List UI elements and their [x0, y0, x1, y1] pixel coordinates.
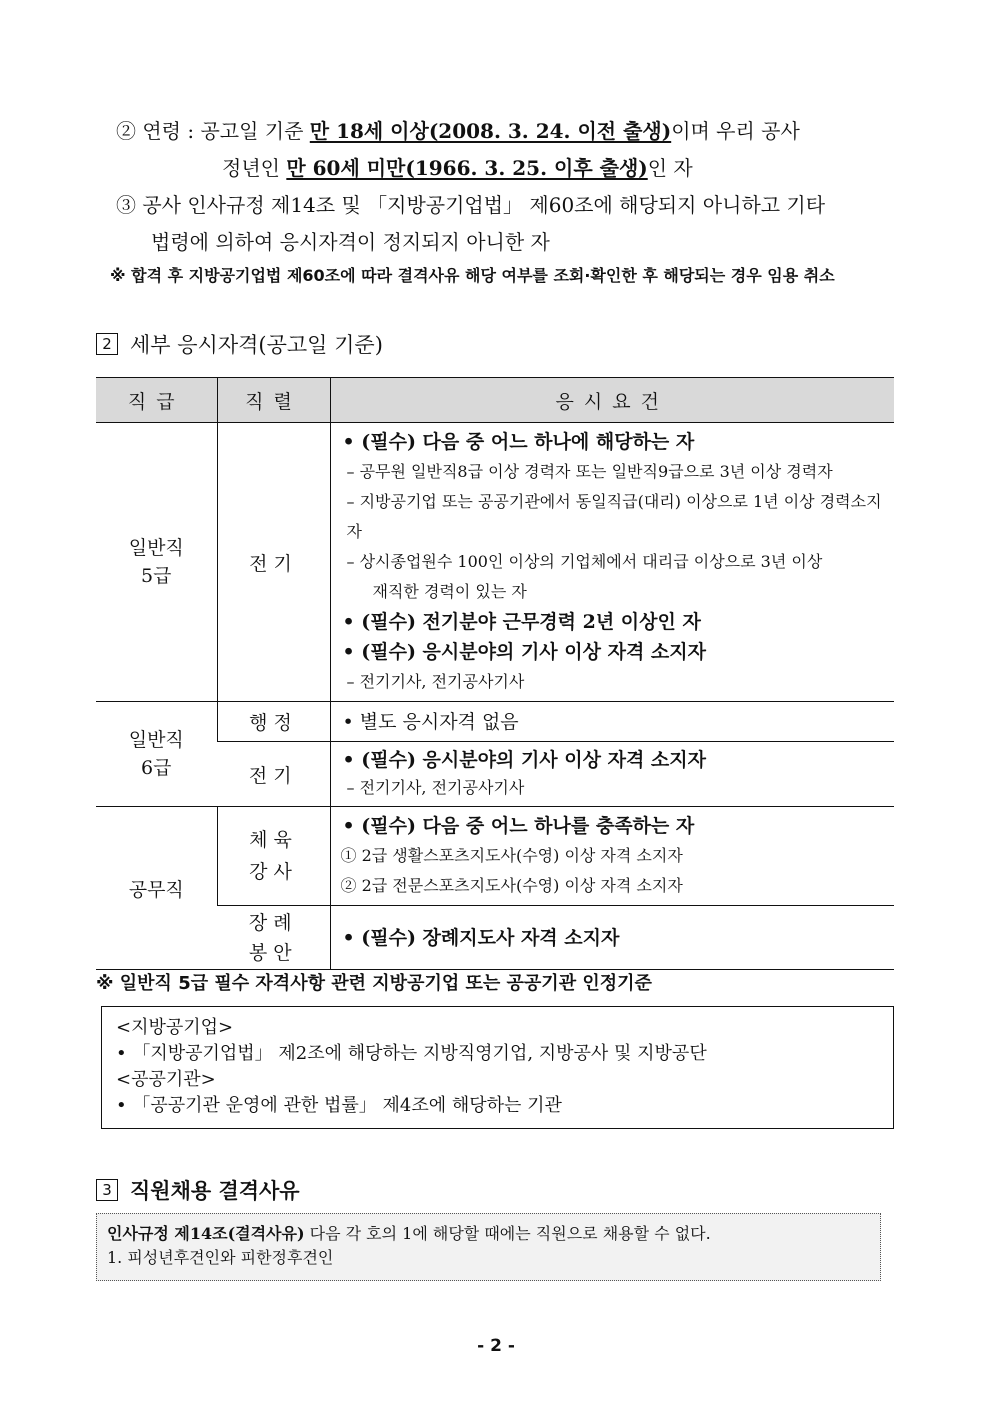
- disqualification-item: 1. 피성년후견인와 피한정후견인: [107, 1248, 334, 1267]
- requirement: • (필수) 응시분야의 기사 이상 자격 소지자: [342, 641, 706, 663]
- section-3-heading: [96, 1175, 300, 1205]
- criteria-heading: <지방공기업>: [116, 1017, 234, 1038]
- requirement-detail: – 전기기사, 전기공사기사: [346, 672, 525, 691]
- law-line1: 공사 인사규정 제14조 및 「지방공기업법」 제60조에 해당되지 아니하고 기타: [142, 193, 826, 217]
- regulation-reference: 인사규정 제14조(결격사유): [107, 1224, 305, 1243]
- section-number: 3: [96, 1179, 118, 1201]
- disqualification-notice: ※ 합격 후 지방공기업법 제60조에 따라 결격사유 해당 여부를 조회·확인한 후 해당되는 경우 임용 취소: [110, 266, 835, 285]
- series-cell: 행정: [217, 702, 330, 742]
- age-line2-prefix: 정년인: [222, 156, 287, 180]
- requirement-detail: – 상시종업원수 100인 이상의 기업체에서 대리급 이상으로 3년 이상: [346, 552, 823, 571]
- requirement: • (필수) 다음 중 어느 하나에 해당하는 자: [342, 431, 695, 453]
- grade-level: 6급: [141, 757, 172, 779]
- requirement: • 별도 응시자격 없음: [342, 710, 519, 733]
- age-line2-suffix: 인 자: [647, 156, 693, 180]
- series-cell: [217, 906, 330, 970]
- header-series: 직렬: [217, 378, 330, 423]
- age-maximum: 만 60세 미만(1966. 3. 25. 이후 출생): [286, 156, 648, 180]
- requirement: • (필수) 전기분야 근무경력 2년 이상인 자: [342, 611, 701, 633]
- requirement-detail: 재직한 경력이 있는 자: [372, 582, 527, 601]
- law-requirement-line2: 법령에 의하여 응시자격이 정지되지 아니한 자: [151, 230, 550, 254]
- age-minimum: 만 18세 이상(2008. 3. 24. 이전 출생): [309, 119, 672, 143]
- requirements-cell: [330, 906, 894, 970]
- law-requirement: [116, 189, 825, 218]
- series-cell: 전기: [217, 742, 330, 807]
- criteria-title: ※ 일반직 5급 필수 자격사항 관련 지방공기업 또는 공공기관 인정기준: [96, 973, 652, 994]
- requirement-detail: – 전기기사, 전기공사기사: [346, 778, 525, 797]
- grade-level: 5급: [141, 565, 172, 587]
- item-number: ②: [116, 119, 136, 143]
- grade-label: 일반직: [128, 729, 184, 751]
- requirement: • (필수) 다음 중 어느 하나를 충족하는 자: [342, 815, 695, 837]
- header-grade: 직급: [96, 378, 217, 423]
- series-line: 강사: [249, 861, 298, 883]
- section-title: 직원채용 결격사유: [130, 1178, 300, 1203]
- table-header-row: [96, 378, 894, 423]
- requirements-table: [96, 377, 894, 970]
- grade-cell: [96, 423, 217, 702]
- age-requirement: [116, 115, 800, 144]
- age-prefix: 연령 : 공고일 기준: [142, 119, 310, 143]
- disqualification-lead: [107, 1222, 870, 1246]
- requirements-cell: [330, 742, 894, 807]
- requirements-cell: [330, 423, 894, 702]
- table-row: [96, 807, 894, 906]
- grade-cell: [96, 702, 217, 807]
- requirement-detail: ① 2급 생활스포츠지도사(수영) 이상 자격 소지자: [340, 846, 683, 865]
- regulation-text: 다음 각 호의 1에 해당할 때에는 직원으로 채용할 수 없다.: [304, 1224, 711, 1243]
- age-requirement-line2: [222, 152, 693, 181]
- criteria-item: • 「지방공기업법」 제2조에 해당하는 지방직영기업, 지방공사 및 지방공단: [116, 1043, 707, 1064]
- item-number: ③: [116, 193, 136, 217]
- requirement-detail: – 지방공기업 또는 공공기관에서 동일직급(대리) 이상으로 1년 이상 경력소지자: [346, 492, 882, 541]
- series-line: 봉안: [248, 941, 298, 964]
- table-row: [96, 423, 894, 702]
- page-number: - 2 -: [477, 1336, 515, 1356]
- criteria-item: • 「공공기관 운영에 관한 법률」 제4조에 해당하는 기관: [116, 1095, 562, 1116]
- grade-cell: 공무직: [96, 807, 217, 970]
- section-2-heading: [96, 329, 383, 359]
- section-number: 2: [96, 333, 118, 355]
- age-mid: 이며 우리 공사: [671, 119, 800, 143]
- requirement-detail: – 공무원 일반직8급 이상 경력자 또는 일반직9급으로 3년 이상 경력자: [346, 462, 833, 481]
- criteria-heading: <공공기관>: [116, 1069, 216, 1090]
- requirement: • (필수) 장례지도사 자격 소지자: [342, 926, 620, 949]
- requirements-cell: [330, 702, 894, 742]
- requirements-cell: [330, 807, 894, 906]
- section-title: 세부 응시자격(공고일 기준): [130, 333, 383, 357]
- series-line: 장례: [248, 911, 298, 934]
- requirement: • (필수) 응시분야의 기사 이상 자격 소지자: [342, 749, 706, 771]
- series-cell: [217, 807, 330, 906]
- table-row: [96, 702, 894, 742]
- grade-label: 일반직: [128, 537, 184, 559]
- header-requirements: 응시요건: [330, 378, 894, 423]
- requirement-detail: ② 2급 전문스포츠지도사(수영) 이상 자격 소지자: [340, 876, 683, 895]
- disqualification-box: [96, 1213, 881, 1281]
- criteria-box: [101, 1006, 894, 1129]
- series-line: 체육: [249, 829, 298, 851]
- series-cell: 전기: [217, 423, 330, 702]
